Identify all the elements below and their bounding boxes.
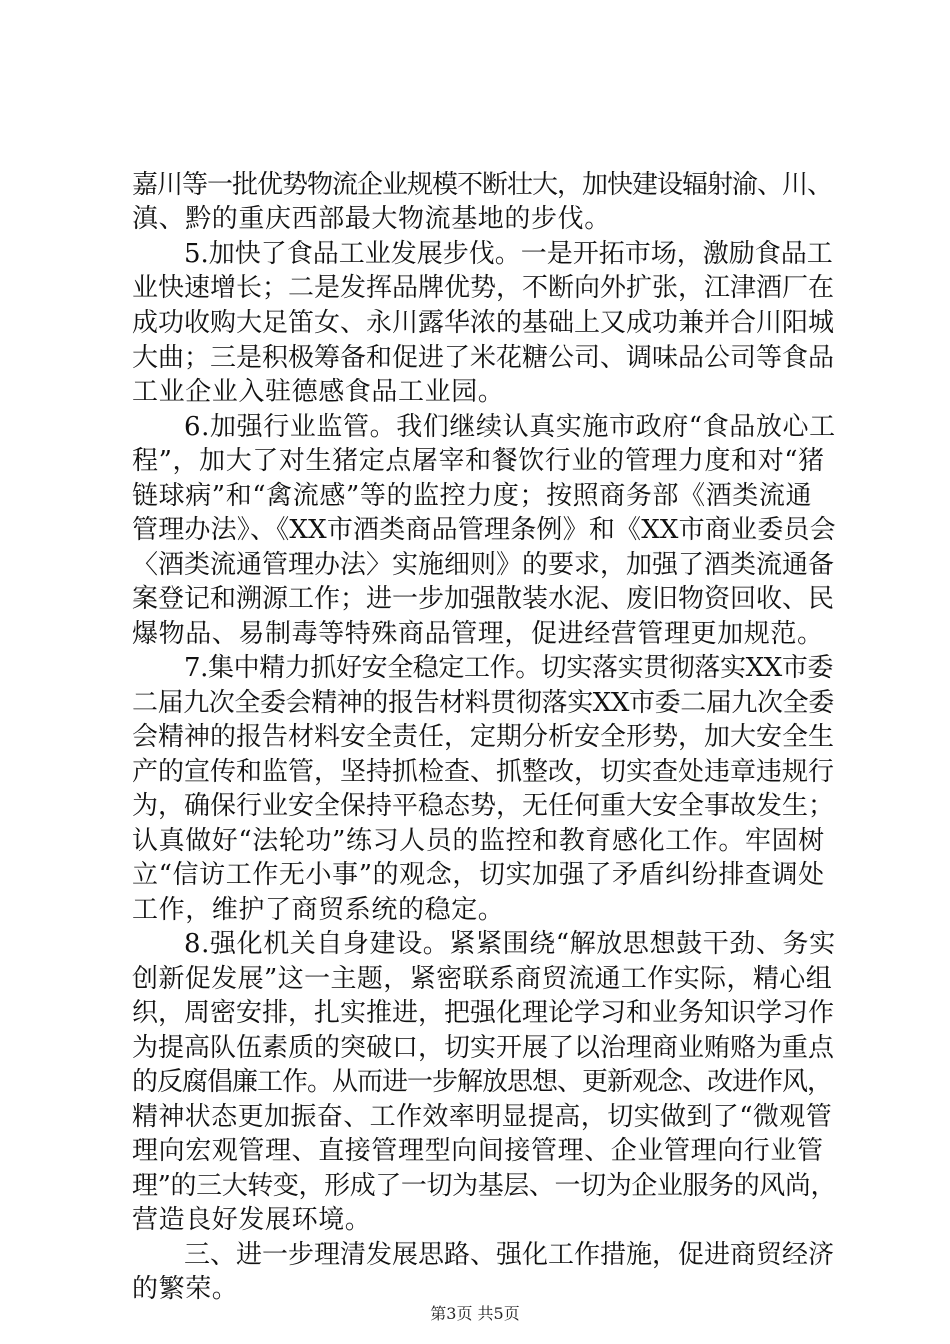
section-heading-3: 三、进一步理清发展思路、强化工作措施，促进商贸经济 <box>184 1240 835 1270</box>
text-line: 精神状态更加振奋、工作效率明显提高，切实做到了“微观管 <box>132 1102 833 1132</box>
text-line: 管理办法》、《XX市酒类商品管理条例》和《XX市商业委员会 <box>132 515 836 545</box>
text-line: 爆物品、易制毒等特殊商品管理，促进经营管理更加规范。 <box>132 619 824 649</box>
text-line: 〈酒类流通管理办法〉实施细则》的要求，加强了酒类流通备 <box>132 550 835 580</box>
text-line: 工作，维护了商贸系统的稳定。 <box>132 895 505 925</box>
text-line: 立“信访工作无小事”的观念，切实加强了矛盾纠纷排查调处 <box>132 860 825 890</box>
text-line: 链球病”和“禽流感”等的监控力度；按照商务部《酒类流通 <box>132 481 813 511</box>
paragraph-heading-7: 7.集中精力抓好安全稳定工作。切实落实贯彻落实XX市委 <box>184 653 834 683</box>
text-line: 的反腐倡廉工作。从而进一步解放思想、更新观念、改进作风， <box>132 1067 833 1097</box>
paragraph-heading-8: 8.强化机关自身建设。紧紧围绕“解放思想鼓干劲、务实 <box>184 929 836 959</box>
text-line: 会精神的报告材料安全责任，定期分析安全形势，加大安全生 <box>132 722 835 752</box>
text-line: 滇、黔的重庆西部最大物流基地的步伐。 <box>132 204 611 234</box>
paragraph-heading-6: 6.加强行业监管。我们继续认真实施市政府“食品放心工 <box>184 412 836 442</box>
text-line: 的繁荣。 <box>132 1274 239 1304</box>
text-line: 为提高队伍素质的突破口，切实开展了以治理商业贿赂为重点 <box>132 1033 835 1063</box>
text-line: 为，确保行业安全保持平稳态势，无任何重大安全事故发生； <box>132 791 835 821</box>
text-line: 二届九次全委会精神的报告材料贯彻落实XX市委二届九次全委 <box>132 688 834 718</box>
text-line: 案登记和溯源工作；进一步加强散装水泥、废旧物资回收、民 <box>132 584 835 614</box>
text-line: 业快速增长；二是发挥品牌优势，不断向外扩张，江津酒厂在 <box>132 273 835 303</box>
text-line: 创新促发展”这一主题，紧密联系商贸流通工作实际，精心组 <box>132 964 833 994</box>
text-line: 成功收购大足笛女、永川露华浓的基础上又成功兼并合川阳城 <box>132 308 835 338</box>
text-line: 工业企业入驻德感食品工业园。 <box>132 377 505 407</box>
text-line: 织，周密安排，扎实推进，把强化理论学习和业务知识学习作 <box>132 998 835 1028</box>
text-line: 程”，加大了对生猪定点屠宰和餐饮行业的管理力度和对“猪 <box>132 446 825 476</box>
text-line: 大曲；三是积极筹备和促进了米花糖公司、调味品公司等食品 <box>132 343 835 373</box>
page-footer: 第3页 共5页 <box>430 1304 520 1323</box>
text-line: 产的宣传和监管，坚持抓检查、抓整改，切实查处违章违规行 <box>132 757 835 787</box>
text-line: 认真做好“法轮功”练习人员的监控和教育感化工作。牢固树 <box>132 826 825 856</box>
paragraph-heading-5: 5.加快了食品工业发展步伐。一是开拓市场，激励食品工 <box>184 239 833 269</box>
text-line: 理”的三大转变，形成了一切为基层、一切为企业服务的风尚， <box>132 1171 837 1201</box>
text-line: 嘉川等一批优势物流企业规模不断壮大，加快建设辐射渝、川、 <box>132 170 833 200</box>
text-line: 营造良好发展环境。 <box>132 1205 372 1235</box>
text-line: 理向宏观管理、直接管理型向间接管理、企业管理向行业管 <box>132 1136 824 1166</box>
